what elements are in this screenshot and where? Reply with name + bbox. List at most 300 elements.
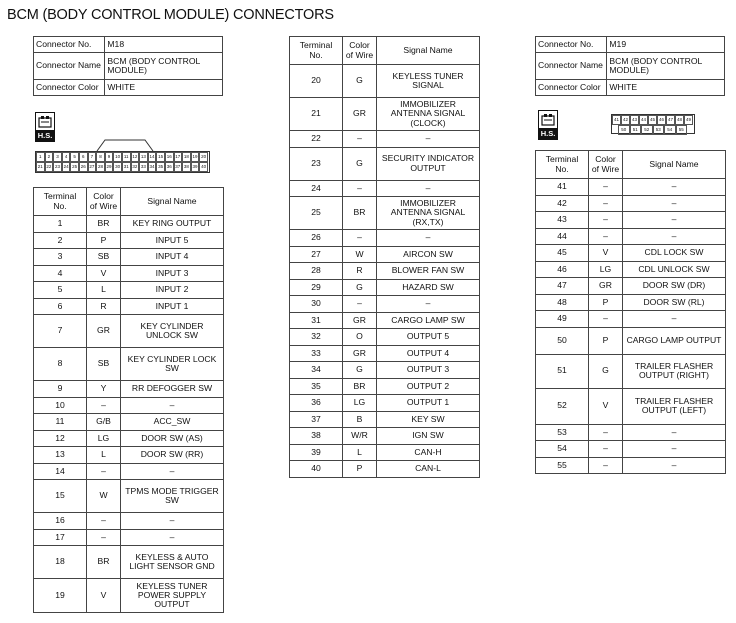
connector-pin: 26	[79, 162, 88, 172]
connector-pin: 18	[182, 152, 191, 162]
m19-info-table	[535, 36, 725, 96]
connector-pin: 55	[676, 125, 688, 135]
connector-pin: 6	[79, 152, 88, 162]
terminal-cell: 20	[290, 65, 343, 98]
wire-color-cell: G/B	[87, 414, 121, 431]
table-row	[290, 246, 480, 263]
signal-cell: CARGO LAMP OUTPUT	[623, 327, 726, 354]
signal-cell: –	[377, 230, 480, 247]
connector-pin: 2	[45, 152, 54, 162]
terminal-cell: 21	[290, 98, 343, 131]
connector-pin: 28	[96, 162, 105, 172]
connector-pin: 44	[639, 115, 648, 125]
terminal-cell: 55	[536, 457, 589, 474]
wire-color-cell: R	[343, 263, 377, 280]
connector-pin: 48	[675, 115, 684, 125]
header-signal: Signal Name	[623, 151, 726, 179]
wire-color-cell: G	[589, 354, 623, 388]
signal-cell: KEYLESS TUNER POWER SUPPLY OUTPUT	[121, 579, 224, 613]
info-value: WHITE	[105, 80, 223, 96]
wire-color-cell: BR	[87, 216, 121, 233]
m18-terminal-table-1	[33, 187, 224, 613]
table-row	[290, 395, 480, 412]
signal-cell: OUTPUT 3	[377, 362, 480, 379]
wire-color-cell: W	[343, 246, 377, 263]
terminal-cell: 10	[34, 397, 87, 414]
connector-pin: 51	[630, 125, 642, 135]
table-row	[34, 381, 224, 398]
terminal-cell: 36	[290, 395, 343, 412]
wire-color-cell: L	[87, 447, 121, 464]
connector-pin: 7	[88, 152, 97, 162]
wire-color-cell: P	[343, 461, 377, 478]
wire-color-cell: BR	[343, 197, 377, 230]
terminal-cell: 1	[34, 216, 87, 233]
signal-cell: –	[623, 195, 726, 212]
wire-color-cell: LG	[87, 430, 121, 447]
signal-cell: –	[623, 457, 726, 474]
hs-label: H.S.	[540, 129, 556, 138]
signal-cell: DOOR SW (RR)	[121, 447, 224, 464]
table-row	[290, 147, 480, 180]
wire-color-cell: –	[589, 424, 623, 441]
table-row	[290, 180, 480, 197]
wire-color-cell: R	[87, 298, 121, 315]
signal-cell: –	[121, 397, 224, 414]
signal-cell: TRAILER FLASHER OUTPUT (RIGHT)	[623, 354, 726, 388]
connector-pin: 41	[612, 115, 621, 125]
signal-cell: ACC_SW	[121, 414, 224, 431]
signal-cell: –	[623, 441, 726, 458]
table-row	[536, 278, 726, 295]
table-row	[34, 249, 224, 266]
signal-cell: –	[121, 513, 224, 530]
table-row	[34, 529, 224, 546]
terminal-cell: 41	[536, 179, 589, 196]
wire-color-cell: –	[343, 230, 377, 247]
terminal-cell: 9	[34, 381, 87, 398]
signal-cell: HAZARD SW	[377, 279, 480, 296]
table-row	[290, 444, 480, 461]
terminal-cell: 8	[34, 348, 87, 381]
connector-pin: 29	[105, 162, 114, 172]
signal-cell: –	[121, 529, 224, 546]
signal-cell: INPUT 3	[121, 265, 224, 282]
table-row	[34, 430, 224, 447]
wire-color-cell: G	[343, 279, 377, 296]
table-row	[290, 362, 480, 379]
terminal-cell: 31	[290, 312, 343, 329]
terminal-cell: 54	[536, 441, 589, 458]
table-row	[536, 457, 726, 474]
connector-pin: 25	[70, 162, 79, 172]
connector-pin: 19	[191, 152, 200, 162]
terminal-cell: 53	[536, 424, 589, 441]
info-key: Connector Color	[34, 80, 105, 96]
terminal-cell: 13	[34, 447, 87, 464]
connector-pin: 23	[53, 162, 62, 172]
terminal-cell: 40	[290, 461, 343, 478]
header-color: Color of Wire	[343, 37, 377, 65]
terminal-cell: 5	[34, 282, 87, 299]
connector-pin: 5	[70, 152, 79, 162]
signal-cell: OUTPUT 1	[377, 395, 480, 412]
terminal-cell: 15	[34, 480, 87, 513]
terminal-cell: 19	[34, 579, 87, 613]
signal-cell: KEYLESS TUNER SIGNAL	[377, 65, 480, 98]
m19-connector-diagram	[611, 114, 695, 134]
info-key: Connector No.	[34, 37, 105, 53]
terminal-cell: 48	[536, 294, 589, 311]
signal-cell: SECURITY INDICATOR OUTPUT	[377, 147, 480, 180]
table-row	[34, 447, 224, 464]
terminal-cell: 47	[536, 278, 589, 295]
connector-pin: 22	[45, 162, 54, 172]
signal-cell: IGN SW	[377, 428, 480, 445]
table-row	[34, 546, 224, 579]
wire-color-cell: –	[87, 513, 121, 530]
connector-pin: 1	[36, 152, 45, 162]
table-row	[290, 296, 480, 313]
info-value: BCM (BODY CONTROL MODULE)	[607, 53, 725, 80]
wire-color-cell: –	[87, 529, 121, 546]
table-row	[34, 282, 224, 299]
info-value: BCM (BODY CONTROL MODULE)	[105, 53, 223, 80]
signal-cell: IMMOBILIZER ANTENNA SIGNAL (RX,TX)	[377, 197, 480, 230]
wire-color-cell: –	[589, 311, 623, 328]
table-row	[536, 441, 726, 458]
connector-pin: 37	[174, 162, 183, 172]
header-signal: Signal Name	[121, 188, 224, 216]
table-row	[536, 327, 726, 354]
terminal-cell: 50	[536, 327, 589, 354]
connector-pin: 13	[139, 152, 148, 162]
page-title: BCM (BODY CONTROL MODULE) CONNECTORS	[7, 7, 334, 23]
signal-cell: BLOWER FAN SW	[377, 263, 480, 280]
wire-color-cell: SB	[87, 249, 121, 266]
wire-color-cell: B	[343, 411, 377, 428]
terminal-cell: 39	[290, 444, 343, 461]
wire-color-cell: GR	[343, 312, 377, 329]
signal-cell: –	[121, 463, 224, 480]
signal-cell: TRAILER FLASHER OUTPUT (LEFT)	[623, 388, 726, 424]
signal-cell: KEY RING OUTPUT	[121, 216, 224, 233]
signal-cell: OUTPUT 2	[377, 378, 480, 395]
connector-pin: 53	[653, 125, 665, 135]
signal-cell: CARGO LAMP SW	[377, 312, 480, 329]
wire-color-cell: P	[589, 327, 623, 354]
signal-cell: RR DEFOGGER SW	[121, 381, 224, 398]
signal-cell: KEYLESS & AUTO LIGHT SENSOR GND	[121, 546, 224, 579]
table-row	[290, 345, 480, 362]
terminal-cell: 44	[536, 228, 589, 245]
wire-color-cell: W	[87, 480, 121, 513]
table-row	[290, 98, 480, 131]
signal-cell: –	[623, 311, 726, 328]
terminal-cell: 52	[536, 388, 589, 424]
table-row	[34, 265, 224, 282]
hs-icon	[35, 112, 55, 142]
table-row	[536, 228, 726, 245]
signal-cell: –	[623, 424, 726, 441]
m18-terminal-table-2	[289, 36, 480, 478]
wire-color-cell: G	[343, 147, 377, 180]
terminal-cell: 33	[290, 345, 343, 362]
signal-cell: –	[623, 228, 726, 245]
connector-pin: 43	[630, 115, 639, 125]
terminal-cell: 37	[290, 411, 343, 428]
wire-color-cell: O	[343, 329, 377, 346]
table-row	[34, 232, 224, 249]
connector-pin: 8	[96, 152, 105, 162]
signal-cell: INPUT 4	[121, 249, 224, 266]
signal-cell: DOOR SW (RL)	[623, 294, 726, 311]
header-terminal: Terminal No.	[34, 188, 87, 216]
signal-cell: KEY CYLINDER UNLOCK SW	[121, 315, 224, 348]
connector-pin: 40	[199, 162, 208, 172]
info-key: Connector Color	[536, 80, 607, 96]
table-row	[536, 195, 726, 212]
terminal-cell: 11	[34, 414, 87, 431]
table-row	[536, 424, 726, 441]
wire-color-cell: BR	[343, 378, 377, 395]
table-row	[34, 414, 224, 431]
signal-cell: DOOR SW (DR)	[623, 278, 726, 295]
terminal-cell: 22	[290, 131, 343, 148]
signal-cell: OUTPUT 5	[377, 329, 480, 346]
table-row	[34, 463, 224, 480]
wire-color-cell: LG	[343, 395, 377, 412]
signal-cell: AIRCON SW	[377, 246, 480, 263]
hs-label: H.S.	[37, 131, 53, 140]
wire-color-cell: LG	[589, 261, 623, 278]
wire-color-cell: V	[589, 388, 623, 424]
terminal-cell: 23	[290, 147, 343, 180]
signal-cell: –	[623, 179, 726, 196]
terminal-cell: 35	[290, 378, 343, 395]
table-row	[290, 131, 480, 148]
table-row	[536, 311, 726, 328]
wire-color-cell: L	[87, 282, 121, 299]
terminal-cell: 42	[536, 195, 589, 212]
header-terminal: Terminal No.	[290, 37, 343, 65]
connector-pin: 38	[182, 162, 191, 172]
connector-pin: 12	[131, 152, 140, 162]
wire-color-cell: G	[343, 362, 377, 379]
signal-cell: INPUT 1	[121, 298, 224, 315]
header-color: Color of Wire	[87, 188, 121, 216]
terminal-cell: 12	[34, 430, 87, 447]
terminal-cell: 3	[34, 249, 87, 266]
info-value: M19	[607, 37, 725, 53]
connector-pin: 34	[148, 162, 157, 172]
wire-color-cell: V	[589, 245, 623, 262]
wire-color-cell: G	[343, 65, 377, 98]
wire-color-cell: Y	[87, 381, 121, 398]
connector-pin: 20	[199, 152, 208, 162]
terminal-cell: 43	[536, 212, 589, 229]
wire-color-cell: GR	[589, 278, 623, 295]
connector-pin: 33	[139, 162, 148, 172]
wire-color-cell: BR	[87, 546, 121, 579]
wire-color-cell: V	[87, 579, 121, 613]
terminal-cell: 7	[34, 315, 87, 348]
wire-color-cell: SB	[87, 348, 121, 381]
connector-pin: 39	[191, 162, 200, 172]
table-row	[290, 329, 480, 346]
connector-pin: 52	[641, 125, 653, 135]
signal-cell: –	[377, 296, 480, 313]
table-row	[34, 348, 224, 381]
table-row	[34, 216, 224, 233]
terminal-cell: 27	[290, 246, 343, 263]
m18-connector-diagram	[35, 151, 210, 173]
signal-cell: KEY CYLINDER LOCK SW	[121, 348, 224, 381]
wire-color-cell: –	[589, 457, 623, 474]
terminal-cell: 38	[290, 428, 343, 445]
hs-icon	[538, 110, 558, 140]
table-row	[536, 294, 726, 311]
wire-color-cell: P	[589, 294, 623, 311]
table-row	[290, 312, 480, 329]
table-row	[290, 279, 480, 296]
connector-pin: 46	[657, 115, 666, 125]
wire-color-cell: –	[589, 441, 623, 458]
terminal-cell: 28	[290, 263, 343, 280]
table-row	[290, 197, 480, 230]
wire-color-cell: V	[87, 265, 121, 282]
info-value: M18	[105, 37, 223, 53]
table-row	[34, 513, 224, 530]
connector-face-icon	[541, 114, 555, 126]
signal-cell: DOOR SW (AS)	[121, 430, 224, 447]
table-row	[290, 378, 480, 395]
signal-cell: IMMOBILIZER ANTENNA SIGNAL (CLOCK)	[377, 98, 480, 131]
signal-cell: INPUT 5	[121, 232, 224, 249]
info-value: WHITE	[607, 80, 725, 96]
table-row	[536, 212, 726, 229]
terminal-cell: 6	[34, 298, 87, 315]
table-row	[536, 245, 726, 262]
terminal-cell: 49	[536, 311, 589, 328]
connector-pin: 50	[618, 125, 630, 135]
connector-pin: 49	[684, 115, 693, 125]
connector-pin: 47	[666, 115, 675, 125]
signal-cell: –	[623, 212, 726, 229]
m18-connector-latch	[95, 138, 155, 152]
info-key: Connector Name	[34, 53, 105, 80]
terminal-cell: 4	[34, 265, 87, 282]
info-key: Connector No.	[536, 37, 607, 53]
terminal-cell: 2	[34, 232, 87, 249]
signal-cell: –	[377, 131, 480, 148]
signal-cell: TPMS MODE TRIGGER SW	[121, 480, 224, 513]
table-row	[34, 397, 224, 414]
terminal-cell: 30	[290, 296, 343, 313]
terminal-cell: 45	[536, 245, 589, 262]
wire-color-cell: GR	[87, 315, 121, 348]
wire-color-cell: –	[343, 296, 377, 313]
table-row	[536, 261, 726, 278]
wire-color-cell: –	[589, 212, 623, 229]
signal-cell: KEY SW	[377, 411, 480, 428]
table-row	[536, 354, 726, 388]
terminal-cell: 25	[290, 197, 343, 230]
terminal-cell: 51	[536, 354, 589, 388]
table-row	[34, 315, 224, 348]
m19-terminal-table	[535, 150, 726, 474]
wire-color-cell: –	[343, 180, 377, 197]
table-row	[536, 388, 726, 424]
connector-pin: 36	[165, 162, 174, 172]
header-signal: Signal Name	[377, 37, 480, 65]
table-row	[34, 480, 224, 513]
table-row	[290, 411, 480, 428]
connector-pin: 42	[621, 115, 630, 125]
connector-pin: 11	[122, 152, 131, 162]
table-row	[290, 428, 480, 445]
m18-info-table	[33, 36, 223, 96]
wire-color-cell: P	[87, 232, 121, 249]
connector-pin: 15	[156, 152, 165, 162]
signal-cell: CDL UNLOCK SW	[623, 261, 726, 278]
connector-pin: 32	[131, 162, 140, 172]
terminal-cell: 29	[290, 279, 343, 296]
terminal-cell: 17	[34, 529, 87, 546]
signal-cell: CDL LOCK SW	[623, 245, 726, 262]
table-row	[290, 461, 480, 478]
wire-color-cell: W/R	[343, 428, 377, 445]
connector-pin: 10	[113, 152, 122, 162]
table-row	[290, 230, 480, 247]
wire-color-cell: –	[87, 463, 121, 480]
signal-cell: OUTPUT 4	[377, 345, 480, 362]
connector-face-icon	[38, 116, 52, 128]
terminal-cell: 18	[34, 546, 87, 579]
wire-color-cell: L	[343, 444, 377, 461]
wire-color-cell: GR	[343, 98, 377, 131]
table-row	[34, 298, 224, 315]
wire-color-cell: –	[343, 131, 377, 148]
header-color: Color of Wire	[589, 151, 623, 179]
terminal-cell: 26	[290, 230, 343, 247]
connector-pin: 16	[165, 152, 174, 162]
signal-cell: CAN-H	[377, 444, 480, 461]
wire-color-cell: –	[87, 397, 121, 414]
connector-pin: 54	[664, 125, 676, 135]
table-row	[290, 263, 480, 280]
connector-pin: 21	[36, 162, 45, 172]
terminal-cell: 14	[34, 463, 87, 480]
header-terminal: Terminal No.	[536, 151, 589, 179]
wire-color-cell: GR	[343, 345, 377, 362]
connector-pin: 24	[62, 162, 71, 172]
connector-pin: 4	[62, 152, 71, 162]
terminal-cell: 16	[34, 513, 87, 530]
signal-cell: INPUT 2	[121, 282, 224, 299]
terminal-cell: 24	[290, 180, 343, 197]
connector-pin: 45	[648, 115, 657, 125]
connector-pin: 27	[88, 162, 97, 172]
wire-color-cell: –	[589, 179, 623, 196]
connector-pin: 9	[105, 152, 114, 162]
connector-pin: 14	[148, 152, 157, 162]
terminal-cell: 34	[290, 362, 343, 379]
table-row	[34, 579, 224, 613]
connector-pin: 17	[174, 152, 183, 162]
signal-cell: CAN-L	[377, 461, 480, 478]
terminal-cell: 46	[536, 261, 589, 278]
